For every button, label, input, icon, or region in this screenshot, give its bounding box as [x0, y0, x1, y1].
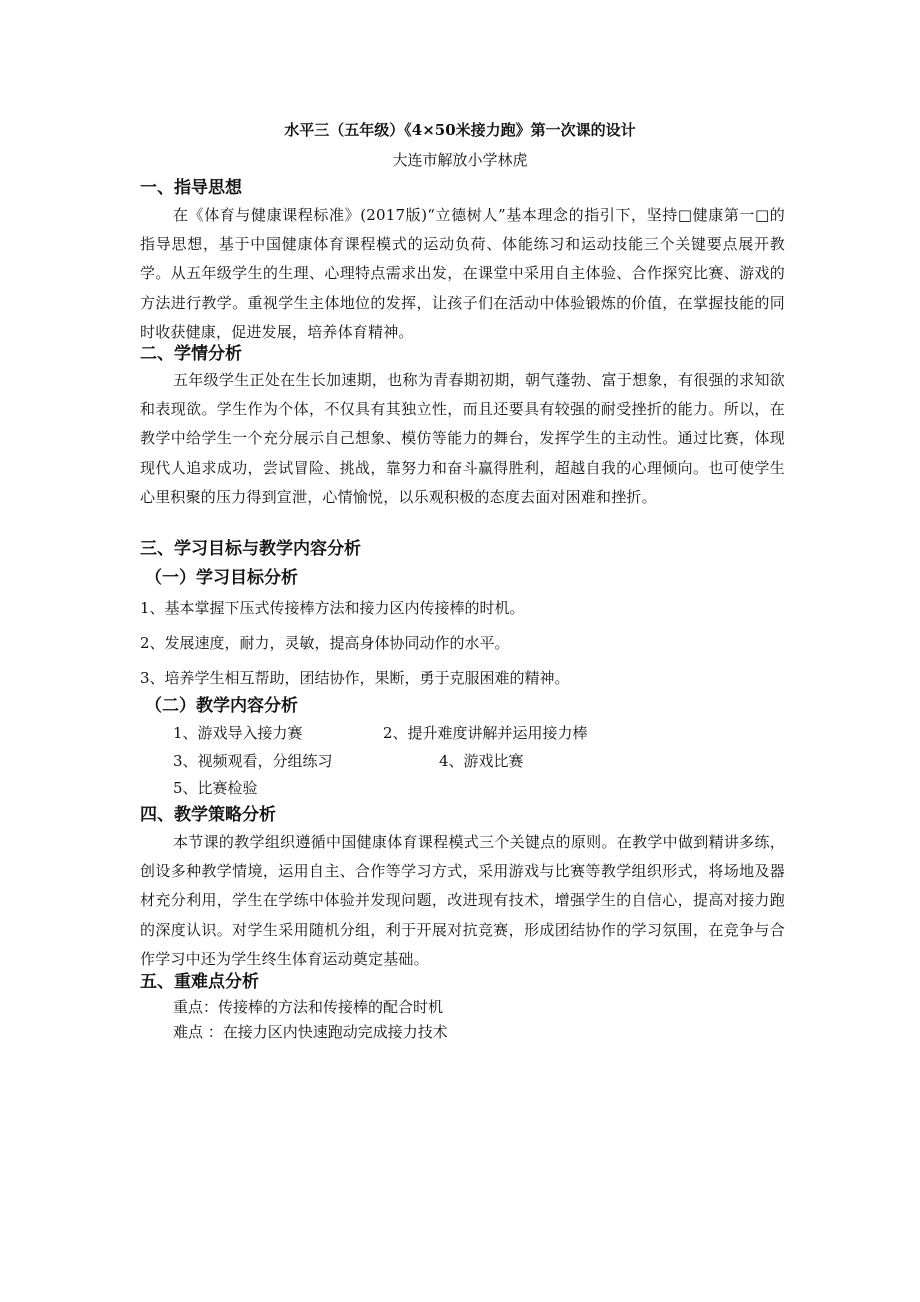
goal-item: 2、发展速度，耐力，灵敏，提高身体协同动作的水平。: [140, 634, 510, 652]
section-heading-strategy: 四、教学策略分析: [140, 805, 276, 825]
difficult-point-text: 难点 ：在接力区内快速跑动完成接力技术: [173, 1023, 448, 1041]
goal-item: 3、培养学生相互帮助，团结协作，果断，勇于克服困难的精神。: [140, 669, 570, 687]
document-title: 水平三（五年级）《4×50米接力跑》第一次课的设计: [284, 121, 636, 139]
document-author: 大连市解放小学林虎: [392, 151, 528, 169]
subsection-heading-content: （二）教学内容分析: [145, 696, 298, 716]
content-item: 2、提升难度讲解并运用接力棒: [383, 724, 588, 742]
subsection-heading-goals: （一）学习目标分析: [145, 568, 298, 588]
section-text-guiding-idea: 在《体育与健康课程标准》(2017版)“立德树人”基本理念的指引下，坚持□健康第一□的指导思想，基于中国健康体育课程模式的运动负荷、体能练习和运动技能三个关键要点展开教学。从五年级学生的生理、心理特点需求出发，在课堂中采用自主体验、合作探究比赛、游戏的方法进行教学。重视学生主体地位的发挥，让孩子们在活动中体验锻炼的价值，在掌握技能的同时收获健康，促进发展，培养体育精神。: [140, 206, 785, 341]
section-text-student-analysis: 五年级学生正处在生长加速期，也称为青春期初期，朝气蓬勃、富于想象，有很强的求知欲和表现欲。学生作为个体，不仅具有其独立性，而且还要具有较强的耐受挫折的能力。所以，在教学中给学生一个充分展示自己想象、模仿等能力的舞台，发挥学生的主动性。通过比赛，体现现代人追求成功，尝试冒险、挑战，靠努力和奋斗赢得胜利，超越自我的心理倾向。也可使学生心里积聚的压力得到宣泄，心情愉悦，以乐观积极的态度去面对困难和挫折。: [140, 371, 785, 506]
content-item: 3、视频观看，分组练习: [173, 752, 333, 770]
content-item: 1、游戏导入接力赛: [173, 724, 303, 742]
section-heading-key-difficult: 五、重难点分析: [140, 972, 259, 992]
content-item: 5、比赛检验: [173, 779, 258, 797]
goal-item: 1、基本掌握下压式传接棒方法和接力区内传接棒的时机。: [140, 599, 525, 617]
section-text-strategy: 本节课的教学组织遵循中国健康体育课程模式三个关键点的原则。在教学中做到精讲多练，创设多种教学情境，运用自主、合作等学习方式，采用游戏与比赛等教学组织形式，将场地及器材充分利用，学生在学练中体验并发现问题，改进现有技术，增强学生的自信心，提高对接力跑的深度认识。对学生采用随机分组，利于开展对抗竞赛，形成团结协作的学习氛围，在竞争与合作学习中还为学生终生体育运动奠定基础。: [140, 833, 785, 968]
section-heading-guiding-idea: 一、指导思想: [140, 178, 242, 198]
key-point-text: 重点：传接棒的方法和传接棒的配合时机: [173, 998, 444, 1016]
section-heading-student-analysis: 二、学情分析: [140, 344, 242, 364]
section-heading-goals-content: 三、学习目标与教学内容分析: [140, 539, 361, 559]
content-item: 4、游戏比赛: [439, 752, 524, 770]
